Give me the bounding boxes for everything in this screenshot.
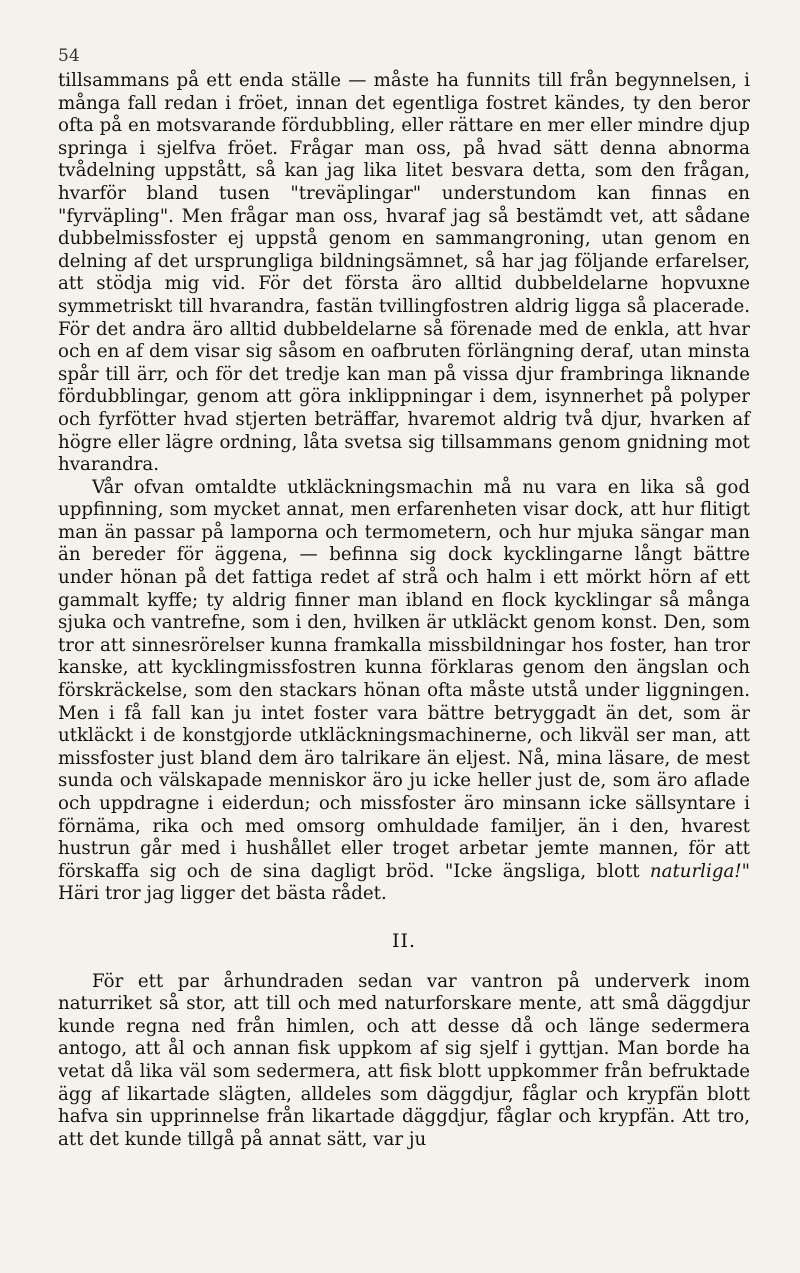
paragraph-2: [58, 477, 750, 906]
paragraph-3: För ett par århundraden sedan var vantron på underverk inom naturriket så stor, att till och med naturforskare mente, att små däggdjur kunde regna ned från himlen, och att desse då och länge sedermera antogo, att ål och annan fisk uppkom af sig sjelf i gyttjan. Man borde ha vetat då lika väl som sedermera, att fisk blott uppkommer från befruktade ägg af likartade slägten, alldeles som däggdjur, fåglar och krypfän blott hafva sin upprinnelse från likartade däggdjur, fåglar och krypfän. Att tro, att det kunde tillgå på annat sätt, var ju: [58, 970, 750, 1150]
body-text: [58, 70, 750, 1151]
paragraph-1: tillsammans på ett enda ställe — måste ha funnits till från begynnelsen, i många fall redan i fröet, innan det egentliga fostret kändes, ty den beror ofta på en motsvarande fördubbling, eller rättare en mer eller mindre djup springa i sjelfva fröet. Frågar man oss, på hvad sätt denna abnorma tvådelning uppstått, så kan jag lika litet besvara detta, som den frågan, hvarför bland tusen "treväplingar" understundom kan finnas en "fyrväpling". Men frågar man oss, hvaraf jag så bestämdt vet, att sådane dubbelmissfoster ej uppstå genom en sammangroning, utan genom en delning af det ursprungliga bildningsämnet, så har jag följande erfarelser, att stödja mig vid. För det första äro alltid dubbeldelarne hopvuxne symmetriskt till hvarandra, fastän tvillingfostren aldrig ligga så placerade. För det andra äro alltid dubbeldelarne så förenade med de enkla, att hvar och en af dem visar sig såsom en oafbruten förlängning deraf, utan minsta spår till ärr, och för det tredje kan man på vissa djur frambringa liknande fördubblingar, genom att göra inklippningar i dem, isynnerhet på polyper och fyrfötter hvad stjerten beträffar, hvaremot aldrig två djur, hvarken af högre eller lägre ordning, låta svetsa sig tillsammans genom gnidning mot hvarandra.: [58, 70, 750, 476]
section-heading: II.: [391, 929, 417, 952]
paragraph-2-text-after: " Häri tror jag ligger det bästa rådet.: [58, 860, 750, 905]
paragraph-2-italic: naturliga!: [649, 860, 742, 882]
page-number: 54: [58, 46, 80, 66]
paragraph-2-text: Vår ofvan omtaldte utkläckningsmachin må nu vara en lika så god uppfinning, som mycket annat, men erfarenheten visar dock, att hur flitigt man än passar på lamporna och termometern, och hur mjuka sängar man än bereder för äggena, — befinna sig dock kycklingarne långt bättre under hönan på det fattiga redet af strå och halm i ett mörkt hörn af ett gammalt kyffe; ty aldrig finner man ibland en flock kycklingar så många sjuka och vantrefne, som i den, hvilken är utkläckt genom konst. Den, som tror att sinnesrörelser kunna framkalla missbildningar hos foster, han tror kanske, att kycklingmissfostren kunna förklaras genom den ängslan och förskräckelse, som den stackars hönan ofta måste utstå under liggningen. Men i få fall kan ju intet foster vara bättre betryggadt än det, som är utkläckt i de konstgjorde utkläckningsmachinerne, och likväl ser man, att missfoster just bland dem äro talrikare än eljest. Nå, mina läsare, de mest sunda och välskapade menniskor äro ju icke heller just de, som äro aflade och uppdragne i eiderdun; och missfoster äro minsann icke sällsyntare i förnäma, rika och med omsorg omhuldade familjer, än i den, hvarest hustrun går med i hushållet eller troget arbetar jemte mannen, för att förskaffa sig och de sina dagligt bröd. "Icke ängsliga, blott: [58, 476, 750, 882]
